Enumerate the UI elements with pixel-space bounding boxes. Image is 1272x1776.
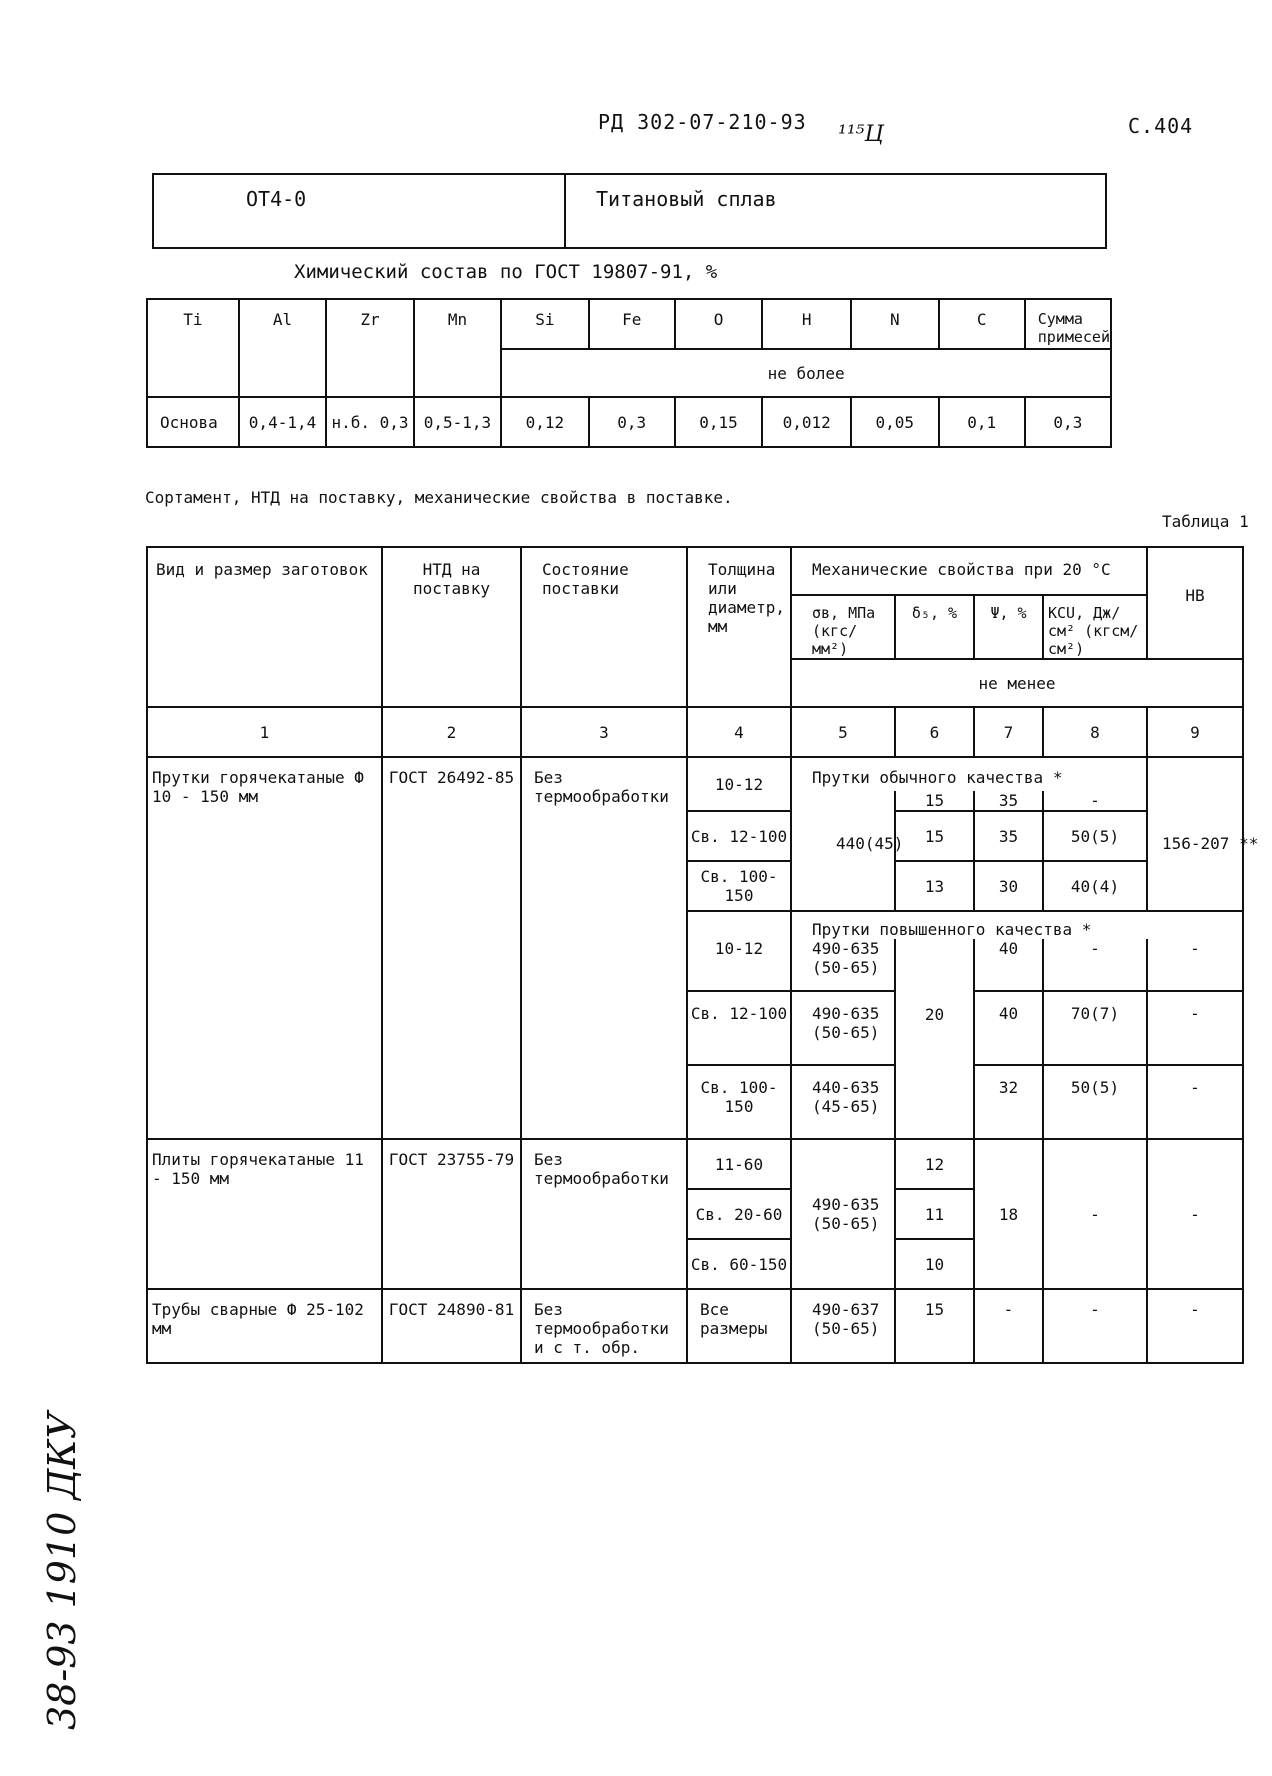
header-min: не менее — [791, 659, 1243, 707]
column-number: 5 — [791, 707, 895, 757]
tubes-sigma: 490-637 (50-65) — [791, 1289, 895, 1363]
column-number: 2 — [382, 707, 521, 757]
plates-r3-thickness: Св. 60-150 — [687, 1239, 791, 1289]
bars-r2-sigma: 440(45) — [836, 834, 904, 853]
chem-header: Al — [239, 299, 326, 397]
sortament-title: Сортамент, НТД на поставку, механические свойства в поставке. — [145, 488, 733, 507]
bars-r1-thickness: 10-12 — [687, 757, 791, 811]
bars-r4-thickness: 10-12 — [687, 939, 791, 991]
bars-r3-kcu: 40(4) — [1043, 861, 1147, 911]
plates-r2-thickness: Св. 20-60 — [687, 1189, 791, 1239]
bars-r6-kcu: 50(5) — [1043, 1065, 1147, 1139]
bars-r6-sigma: 440-635 (45-65) — [791, 1065, 895, 1139]
column-number: 4 — [687, 707, 791, 757]
plates-kind: Плиты горячекатаные 11 - 150 мм — [147, 1139, 382, 1289]
bars-r2-psi: 35 — [974, 811, 1043, 861]
tubes-thickness: Все размеры — [687, 1289, 791, 1363]
handwritten-side-note: 38-93 1910 ДКУ — [40, 1411, 84, 1730]
plates-r1-delta: 12 — [895, 1139, 974, 1189]
chem-header: Ti — [147, 299, 239, 397]
bars-r4-hb: - — [1147, 939, 1243, 991]
chem-value: Основа — [147, 397, 239, 447]
bars-r6-thickness: Св. 100-150 — [687, 1065, 791, 1139]
chem-title: Химический состав по ГОСТ 19807-91, % — [294, 261, 718, 283]
column-number: 9 — [1147, 707, 1243, 757]
alloy-type: Титановый сплав — [565, 174, 1106, 248]
header-hb: НВ — [1147, 547, 1243, 659]
chem-value: 0,1 — [939, 397, 1025, 447]
plates-psi: 18 — [974, 1139, 1043, 1289]
tubes-hb: - — [1147, 1289, 1243, 1363]
chem-value: 0,3 — [589, 397, 675, 447]
bars-delta-improved: 20 — [895, 939, 974, 1139]
header-sigma: σв, МПа (кгс/мм²) — [791, 595, 895, 659]
plates-sigma: 490-635 (50-65) — [791, 1139, 895, 1289]
tubes-psi: - — [974, 1289, 1043, 1363]
header-psi: Ψ, % — [974, 595, 1043, 659]
bars-r4-psi: 40 — [974, 939, 1043, 991]
header-thickness: Толщина или диаметр, мм — [687, 547, 791, 707]
tubes-ntd: ГОСТ 24890-81 — [382, 1289, 521, 1363]
bars-r5-thickness: Св. 12-100 — [687, 991, 791, 1065]
chem-header: C — [939, 299, 1025, 349]
chem-header: Fe — [589, 299, 675, 349]
bars-state: Без термообработки — [521, 757, 687, 1139]
bars-r5-kcu: 70(7) — [1043, 991, 1147, 1065]
handwritten-mark: ¹¹⁵Ц — [838, 122, 884, 147]
bars-r3-delta: 13 — [895, 861, 974, 911]
plates-r3-delta: 10 — [895, 1239, 974, 1289]
header-ntd: НТД на поставку — [382, 547, 521, 707]
header-state: Состояние поставки — [521, 547, 687, 707]
plates-kcu: - — [1043, 1139, 1147, 1289]
chem-value: 0,12 — [501, 397, 588, 447]
header-kind: Вид и размер заготовок — [147, 547, 382, 707]
bars-r5-hb: - — [1147, 991, 1243, 1065]
chem-value: 0,15 — [675, 397, 762, 447]
bars-r4-sigma: 490-635 (50-65) — [791, 939, 895, 991]
chem-header: Сумма примесей — [1025, 299, 1111, 349]
alloy-box — [152, 173, 1107, 249]
header-mech: Механические свойства при 20 °С — [791, 547, 1147, 595]
bars-r2-thickness: Св. 12-100 — [687, 811, 791, 861]
bars-r5-sigma: 490-635 (50-65) — [791, 991, 895, 1065]
chem-header: Zr — [326, 299, 413, 397]
chem-table — [146, 298, 1112, 448]
chem-header: Si — [501, 299, 588, 349]
column-number: 8 — [1043, 707, 1147, 757]
bars-r2-hb: 156-207 ** — [1162, 834, 1259, 853]
chem-header: O — [675, 299, 762, 349]
bars-r4-kcu: - — [1043, 939, 1147, 991]
plates-ntd: ГОСТ 23755-79 — [382, 1139, 521, 1289]
column-number: 1 — [147, 707, 382, 757]
bars-r1-kcu: - — [1043, 791, 1147, 811]
bars-r3-psi: 30 — [974, 861, 1043, 911]
bars-r2-delta: 15 — [895, 811, 974, 861]
plates-r2-delta: 11 — [895, 1189, 974, 1239]
main-table — [146, 546, 1244, 1364]
tubes-kind: Трубы сварные Ф 25-102 мм — [147, 1289, 382, 1363]
column-number: 3 — [521, 707, 687, 757]
plates-r1-thickness: 11-60 — [687, 1139, 791, 1189]
bars-r1-delta: 15 — [895, 791, 974, 811]
plates-hb: - — [1147, 1139, 1243, 1289]
chem-value: 0,5-1,3 — [414, 397, 501, 447]
bars-subheading-improved: Прутки повышенного качества * — [791, 911, 1243, 939]
plates-state: Без термообработки — [521, 1139, 687, 1289]
bars-r3-thickness: Св. 100-150 — [687, 861, 791, 911]
chem-value: 0,4-1,4 — [239, 397, 326, 447]
chem-value: 0,012 — [762, 397, 851, 447]
tubes-state: Без термообработки и с т. обр. — [521, 1289, 687, 1363]
tubes-delta: 15 — [895, 1289, 974, 1363]
bars-r1-psi: 35 — [974, 791, 1043, 811]
page-number: С.404 — [1128, 114, 1194, 138]
chem-header: H — [762, 299, 851, 349]
tubes-kcu: - — [1043, 1289, 1147, 1363]
column-number: 6 — [895, 707, 974, 757]
chem-value: 0,05 — [851, 397, 938, 447]
table-label: Таблица 1 — [1162, 512, 1249, 531]
chem-header: Mn — [414, 299, 501, 397]
bars-r5-psi: 40 — [974, 991, 1043, 1065]
chem-value: 0,3 — [1025, 397, 1111, 447]
header-delta: δ₅, % — [895, 595, 974, 659]
bars-subheading-ordinary: Прутки обычного качества * — [791, 757, 1147, 791]
column-number: 7 — [974, 707, 1043, 757]
bars-ntd: ГОСТ 26492-85 — [382, 757, 521, 1139]
document-code: РД 302-07-210-93 — [598, 110, 807, 134]
bars-r6-hb: - — [1147, 1065, 1243, 1139]
alloy-grade: ОТ4-0 — [153, 174, 565, 248]
header-kcu: KCU, Дж/см² (кгсм/см²) — [1043, 595, 1147, 659]
bars-kind: Прутки горячекатаные Ф 10 - 150 мм — [147, 757, 382, 1139]
chem-value: н.б. 0,3 — [326, 397, 413, 447]
bars-r2-kcu: 50(5) — [1043, 811, 1147, 861]
chem-max-label: не более — [501, 349, 1111, 397]
chem-header: N — [851, 299, 938, 349]
bars-r6-psi: 32 — [974, 1065, 1043, 1139]
